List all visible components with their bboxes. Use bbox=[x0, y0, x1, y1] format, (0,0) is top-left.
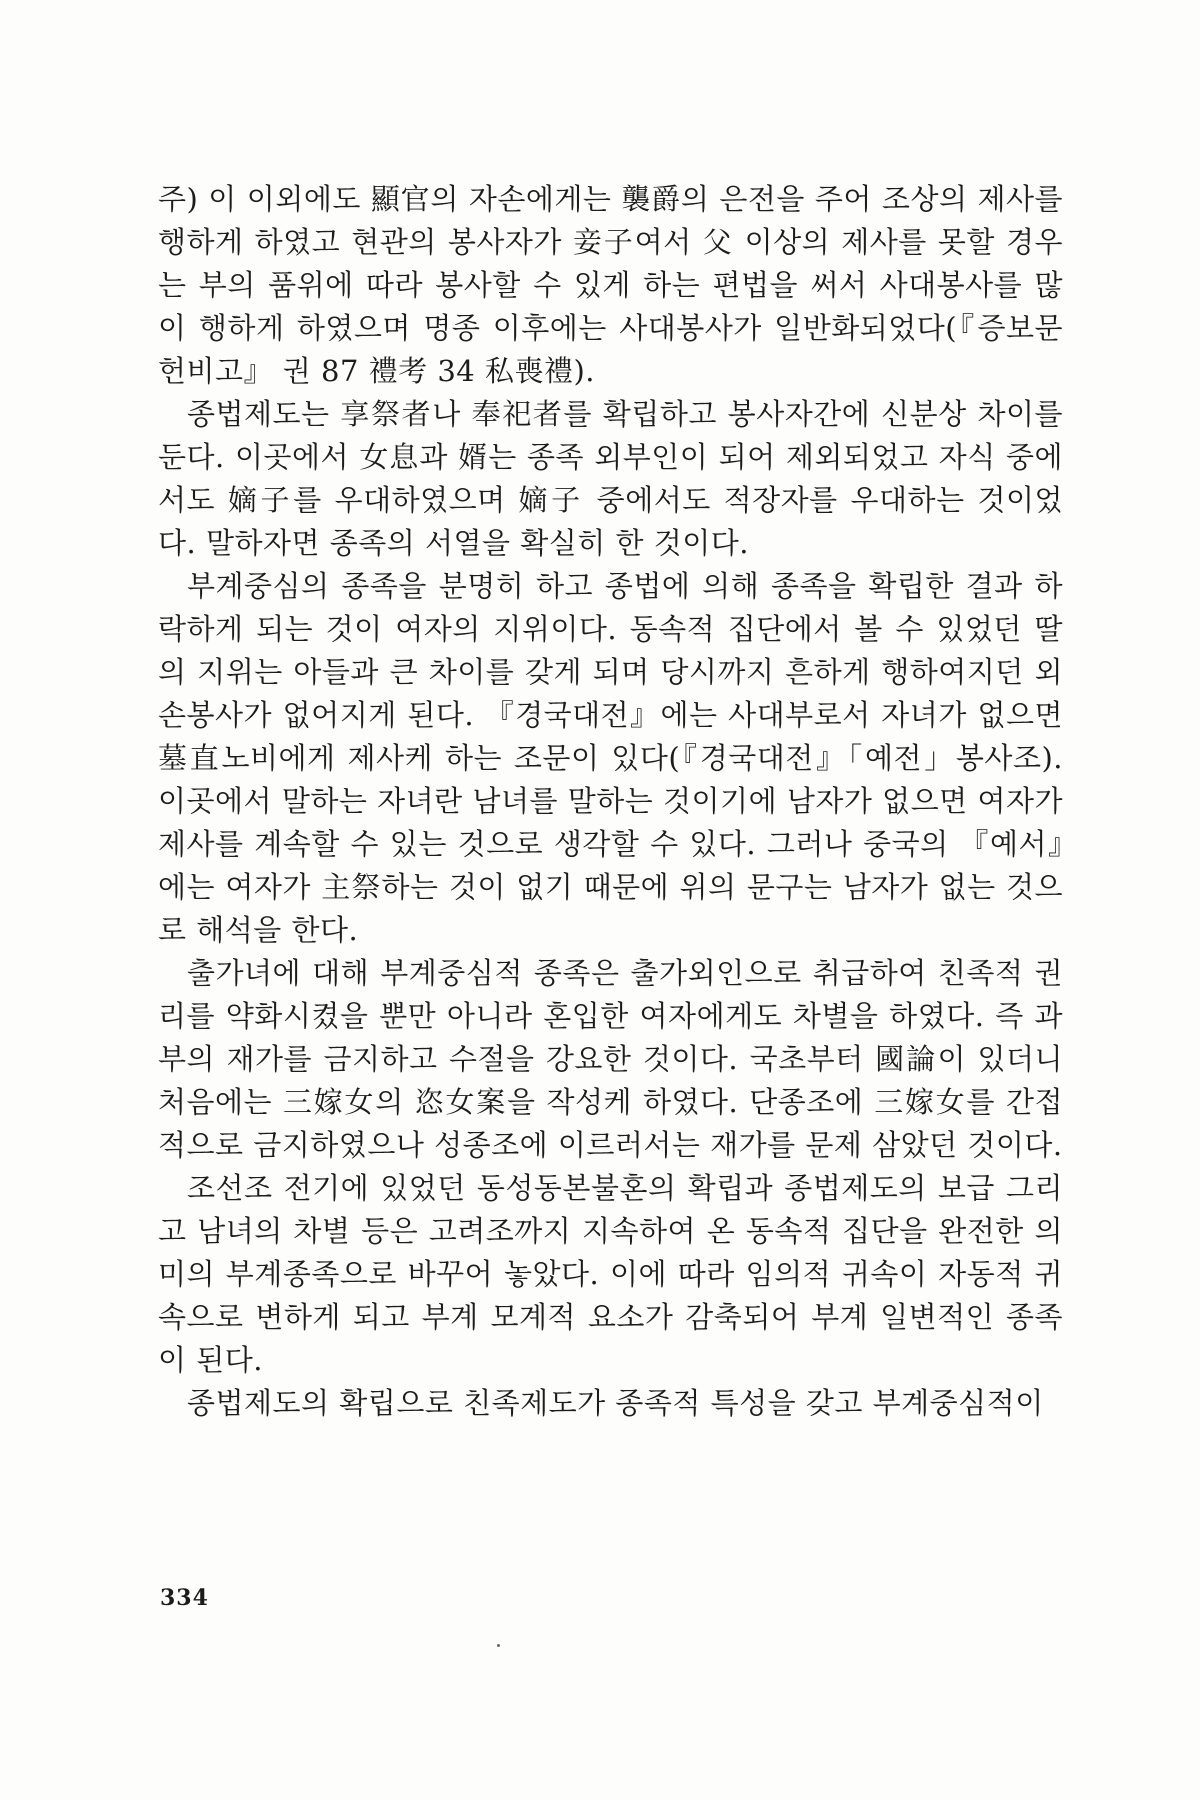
paragraph-6: 종법제도의 확립으로 친족제도가 종족적 특성을 갖고 부계중심적이 bbox=[187, 1386, 1044, 1420]
paragraph-2: 종법제도는 享祭者나 奉祀者를 확립하고 봉사자간에 신분상 차이를 둔다. 이곳에서 女息과 婿는 종족 외부인이 되어 제외되었고 자식 중에서도 嫡子를 우대하였으며 嫡子 중에서도 적장자를 우대하는 것이었다. 말하자면 종족의 서열을 확실히 한 것이다. bbox=[158, 397, 1063, 560]
paragraph-4: 출가녀에 대해 부계중심적 종족은 출가외인으로 취급하여 친족적 권리를 약화시켰을 뿐만 아니라 혼입한 여자에게도 차별을 하였다. 즉 과부의 재가를 금지하고 수절을 강요한 것이다. 국초부터 國論이 있더니 처음에는 三嫁女의 恣女案을 작성케 하였다. 단종조에 三嫁女를 간접적으로 금지하였으나 성종조에 이르러서는 재가를 문제 삼았던 것이다. bbox=[158, 956, 1063, 1162]
page-number: 334 bbox=[160, 1585, 209, 1611]
scan-speck bbox=[497, 1644, 500, 1647]
paragraph-3: 부계중심의 종족을 분명히 하고 종법에 의해 종족을 확립한 결과 하락하게 되는 것이 여자의 지위이다. 동속적 집단에서 볼 수 있었던 딸의 지위는 아들과 큰 차이를 갖게 되며 당시까지 흔하게 행하여지던 외손봉사가 없어지게 된다. 『경국대전』에는 사대부로서 자녀가 없으면 墓直노비에게 제사케 하는 조문이 있다(『경국대전』「예전」봉사조). 이곳에서 말하는 자녀란 남녀를 말하는 것이기에 남자가 없으면 여자가 제사를 계속할 수 있는 것으로 생각할 수 있다. 그러나 중국의 『예서』에는 여자가 主祭하는 것이 없기 때문에 위의 문구는 남자가 없는 것으로 해석을 한다. bbox=[158, 569, 1063, 947]
paragraph-footnote: 주) 이 이외에도 顯官의 자손에게는 襲爵의 은전을 주어 조상의 제사를 행하게 하였고 현관의 봉사자가 妾子여서 父 이상의 제사를 못할 경우는 부의 품위에 따라 봉사할 수 있게 하는 편법을 써서 사대봉사를 많이 행하게 하였으며 명종 이후에는 사대봉사가 일반화되었다(『증보문헌비고』 권 87 禮考 34 私喪禮). bbox=[158, 182, 1063, 388]
paragraph-5: 조선조 전기에 있었던 동성동본불혼의 확립과 종법제도의 보급 그리고 남녀의 차별 등은 고려조까지 지속하여 온 동속적 집단을 완전한 의미의 부계종족으로 바꾸어 놓았다. 이에 따라 임의적 귀속이 자동적 귀속으로 변하게 되고 부계 모계적 요소가 감축되어 부계 일변적인 종족이 된다. bbox=[158, 1171, 1063, 1377]
body-text bbox=[158, 178, 1063, 1425]
